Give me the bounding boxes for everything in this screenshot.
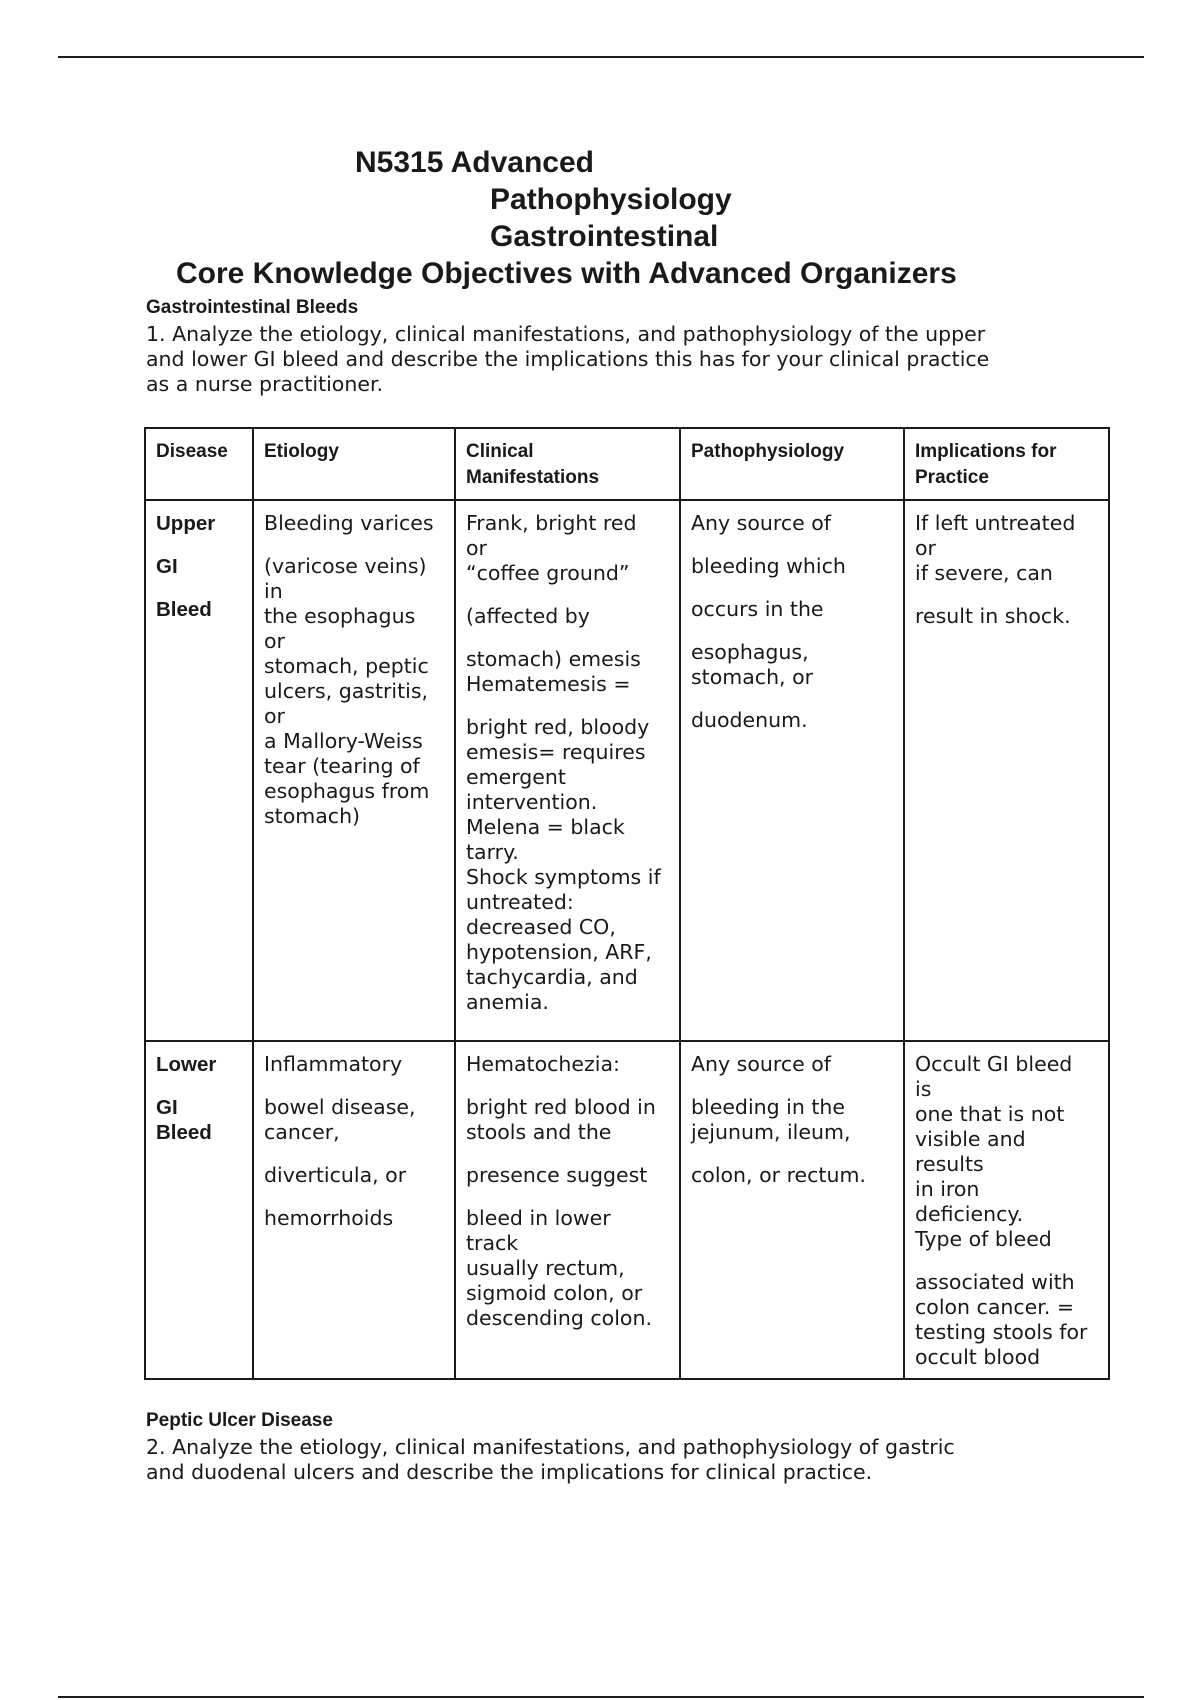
cell-line: stools and the bbox=[466, 1120, 612, 1144]
cell-line: Hematemesis = bbox=[466, 672, 631, 696]
disease-cell bbox=[145, 500, 253, 1041]
implications-cell bbox=[904, 500, 1109, 1041]
cell-line: sigmoid colon, or bbox=[466, 1281, 643, 1305]
cell-line: Occult GI bleed bbox=[915, 1052, 1073, 1076]
cell-line: the esophagus bbox=[264, 604, 416, 628]
cell-line: jejunum, ileum, bbox=[691, 1120, 851, 1144]
cell-line: descending colon. bbox=[466, 1306, 652, 1330]
header-implications bbox=[904, 428, 1109, 500]
cell-line: in bbox=[264, 579, 283, 603]
cell-line: bright red, bloody bbox=[466, 715, 650, 739]
cell-line: hemorrhoids bbox=[264, 1206, 394, 1230]
cell-line: diverticula, or bbox=[264, 1163, 407, 1187]
objective-line: as a nurse practitioner. bbox=[146, 372, 384, 396]
cell-line: bowel disease, bbox=[264, 1095, 416, 1119]
header-text: Etiology bbox=[264, 441, 339, 462]
cell-line: deficiency. bbox=[915, 1202, 1024, 1226]
cell-line: or bbox=[264, 704, 285, 728]
cell-line: result in shock. bbox=[915, 604, 1071, 628]
document-title-line-2: Pathophysiology bbox=[490, 183, 732, 216]
cell-line: Inflammatory bbox=[264, 1052, 403, 1076]
cell-line: hypotension, ARF, bbox=[466, 940, 652, 964]
objective-line: 2. Analyze the etiology, clinical manifestations, and pathophysiology of gastric bbox=[146, 1435, 955, 1459]
pathophysiology-cell bbox=[680, 500, 904, 1041]
top-rule bbox=[58, 56, 1144, 58]
cell-line: cancer, bbox=[264, 1120, 340, 1144]
cell-line: If left untreated bbox=[915, 511, 1076, 535]
cell-line: testing stools for bbox=[915, 1320, 1088, 1344]
cell-line: one that is not bbox=[915, 1102, 1065, 1126]
cell-line: duodenum. bbox=[691, 708, 808, 732]
cell-line: stomach) bbox=[264, 804, 361, 828]
header-text: Pathophysiology bbox=[691, 441, 845, 462]
cell-line: anemia. bbox=[466, 990, 549, 1014]
etiology-cell bbox=[253, 1041, 455, 1379]
cell-line: a Mallory-Weiss bbox=[264, 729, 423, 753]
section-heading-peptic-ulcer: Peptic Ulcer Disease bbox=[146, 1410, 333, 1431]
objective-line: 1. Analyze the etiology, clinical manifestations, and pathophysiology of the upper bbox=[146, 322, 986, 346]
header-text: Practice bbox=[915, 467, 989, 488]
objective-line: and duodenal ulcers and describe the implications for clinical practice. bbox=[146, 1460, 873, 1484]
cell-line: bright red blood in bbox=[466, 1095, 656, 1119]
header-disease bbox=[145, 428, 253, 500]
cell-line: tachycardia, and bbox=[466, 965, 638, 989]
cell-line: Bleeding varices bbox=[264, 511, 434, 535]
cell-line: intervention. bbox=[466, 790, 598, 814]
cell-line: track bbox=[466, 1231, 519, 1255]
cell-line: bleeding which bbox=[691, 554, 846, 578]
cell-line: occurs in the bbox=[691, 597, 824, 621]
cell-line: associated with bbox=[915, 1270, 1075, 1294]
gi-bleeds-table bbox=[144, 427, 1110, 1380]
objective-line: and lower GI bleed and describe the implications this has for your clinical practice bbox=[146, 347, 990, 371]
cell-line: presence suggest bbox=[466, 1163, 648, 1187]
cell-line: Melena = black bbox=[466, 815, 625, 839]
objective-2 bbox=[146, 1435, 1086, 1485]
cell-line: Shock symptoms if bbox=[466, 865, 661, 889]
header-text: Disease bbox=[156, 441, 228, 462]
table-row bbox=[145, 1041, 1109, 1379]
cell-line: Bleed bbox=[156, 1121, 212, 1144]
cell-line: (varicose veins) bbox=[264, 554, 427, 578]
cell-line: colon, or rectum. bbox=[691, 1163, 866, 1187]
cell-line: Any source of bbox=[691, 511, 832, 535]
cell-line: Hematochezia: bbox=[466, 1052, 620, 1076]
cell-line: stomach, peptic bbox=[264, 654, 429, 678]
cell-line: stomach, or bbox=[691, 665, 814, 689]
cell-line: GI bbox=[156, 1096, 178, 1119]
cell-line: or bbox=[915, 536, 936, 560]
header-clinical-manifestations bbox=[455, 428, 680, 500]
etiology-cell bbox=[253, 500, 455, 1041]
cell-line: in iron bbox=[915, 1177, 980, 1201]
section-heading-gi-bleeds: Gastrointestinal Bleeds bbox=[146, 297, 359, 318]
cell-line: “coffee ground” bbox=[466, 561, 630, 585]
cell-line: bleeding in the bbox=[691, 1095, 846, 1119]
cell-line: bleed in lower bbox=[466, 1206, 611, 1230]
bottom-rule bbox=[58, 1696, 1144, 1698]
document-title-line-4: Core Knowledge Objectives with Advanced Organizers bbox=[176, 257, 957, 290]
cell-line: emergent bbox=[466, 765, 566, 789]
cell-line: Any source of bbox=[691, 1052, 832, 1076]
header-pathophysiology bbox=[680, 428, 904, 500]
cell-line: GI bbox=[156, 555, 178, 578]
cell-line: decreased CO, bbox=[466, 915, 616, 939]
cell-line: esophagus from bbox=[264, 779, 430, 803]
cell-line: usually rectum, bbox=[466, 1256, 625, 1280]
header-text: Manifestations bbox=[466, 467, 600, 488]
cell-line: tarry. bbox=[466, 840, 519, 864]
clinical-manifestations-cell bbox=[455, 1041, 680, 1379]
document-title-line-3: Gastrointestinal bbox=[490, 220, 719, 253]
cell-line: if severe, can bbox=[915, 561, 1053, 585]
cell-line: esophagus, bbox=[691, 640, 809, 664]
clinical-manifestations-cell bbox=[455, 500, 680, 1041]
cell-line: stomach) emesis bbox=[466, 647, 641, 671]
cell-line: results bbox=[915, 1152, 984, 1176]
header-text: Clinical bbox=[466, 441, 534, 462]
objective-1 bbox=[146, 322, 1086, 397]
cell-line: Type of bleed bbox=[915, 1227, 1052, 1251]
cell-line: colon cancer. = bbox=[915, 1295, 1075, 1319]
cell-line: (affected by bbox=[466, 604, 590, 628]
cell-line: ulcers, gastritis, bbox=[264, 679, 429, 703]
implications-cell bbox=[904, 1041, 1109, 1379]
cell-line: is bbox=[915, 1077, 932, 1101]
cell-line: Lower bbox=[156, 1053, 217, 1076]
pathophysiology-cell bbox=[680, 1041, 904, 1379]
header-etiology bbox=[253, 428, 455, 500]
cell-line: visible and bbox=[915, 1127, 1026, 1151]
table-header-row bbox=[145, 428, 1109, 500]
cell-line: untreated: bbox=[466, 890, 574, 914]
cell-line: Upper bbox=[156, 512, 216, 535]
cell-line: or bbox=[466, 536, 487, 560]
cell-line: Bleed bbox=[156, 598, 212, 621]
cell-line: tear (tearing of bbox=[264, 754, 420, 778]
cell-line: or bbox=[264, 629, 285, 653]
cell-line: occult blood bbox=[915, 1345, 1041, 1369]
header-text: Implications for bbox=[915, 441, 1057, 462]
cell-line: Frank, bright red bbox=[466, 511, 637, 535]
disease-cell bbox=[145, 1041, 253, 1379]
document-title-line-1: N5315 Advanced bbox=[355, 146, 595, 179]
table-row bbox=[145, 500, 1109, 1041]
cell-line: emesis= requires bbox=[466, 740, 646, 764]
